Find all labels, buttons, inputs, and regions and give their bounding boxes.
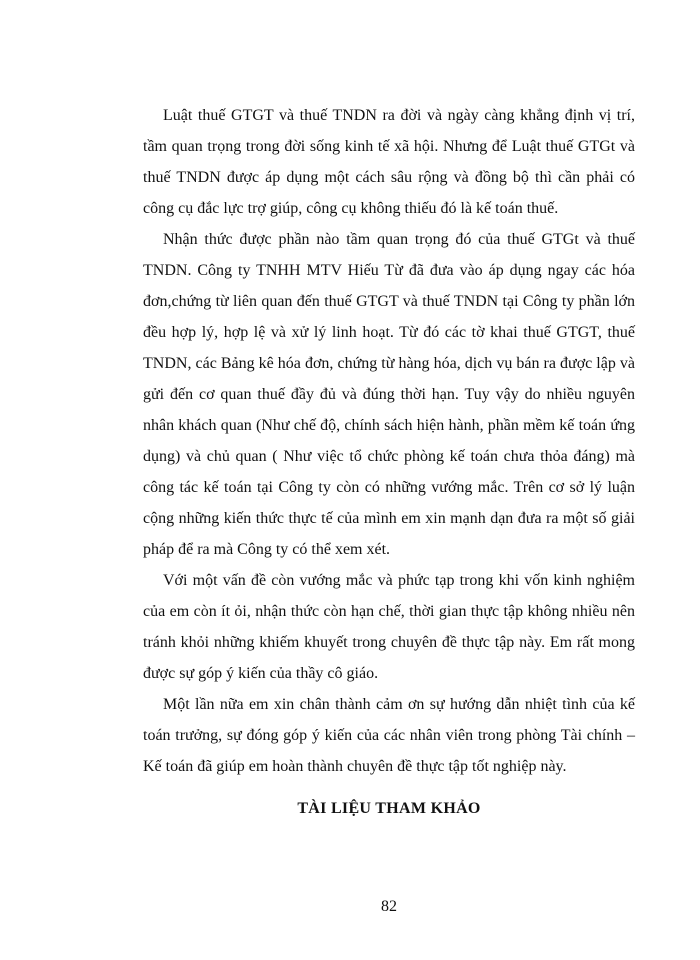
references-heading: TÀI LIỆU THAM KHẢO — [297, 800, 481, 817]
paragraph-thanks: Một lần nữa em xin chân thành cảm ơn sự hướng dẫn nhiệt tình của kế toán trưởng, sự đóng góp ý kiến của các nhân viên trong phòng Tài chính – Kế toán đã giúp em hoàn thành chuyên đề thực tập tốt nghiệp này. — [143, 696, 635, 775]
paragraph-awareness: Nhận thức được phần nào tầm quan trọng đó của thuế GTGt và thuế TNDN. Công ty TNHH MTV Hiếu Từ đã đưa vào áp dụng ngay các hóa đơn,chứng từ liên quan đến thuế GTGT và thuế TNDN tại Công ty phần lớn đều hợp lý, hợp lệ và xử lý linh hoạt. Từ đó các tờ khai thuế GTGT, thuế TNDN, các Bảng kê hóa đơn, chứng từ hàng hóa, dịch vụ bán ra được lập và gửi đến cơ quan thuế đầy đủ và đúng thời hạn. Tuy vậy do nhiều nguyên nhân khách quan (Như chế độ, chính sách hiện hành, phần mềm kế toán ứng dụng) và chủ quan ( Như việc tổ chức phòng kế toán chưa thỏa đáng) mà công tác kế toán tại Công ty còn có những vướng mắc. Trên cơ sở lý luận cộng những kiến thức thực tế của mình em xin mạnh dạn đưa ra một số giải pháp để ra mà Công ty có thể xem xét. — [143, 231, 635, 558]
paragraph-limitations: Với một vấn đề còn vướng mắc và phức tạp trong khi vốn kinh nghiệm của em còn ít ỏi, nhận thức còn hạn chế, thời gian thực tập không nhiều nên tránh khỏi những khiếm khuyết trong chuyên đề thực tập này. Em rất mong được sự góp ý kiến của thầy cô giáo. — [143, 572, 635, 682]
page-number: 82 — [381, 898, 397, 915]
paragraph-intro: Luật thuế GTGT và thuế TNDN ra đời và ngày càng khẳng định vị trí, tầm quan trọng trong đời sống kinh tế xã hội. Nhưng để Luật thuế GTGt và thuế TNDN được áp dụng một cách sâu rộng và đồng bộ thì cần phải có công cụ đắc lực trợ giúp, công cụ không thiếu đó là kế toán thuế. — [143, 107, 635, 217]
body-text — [143, 100, 635, 782]
